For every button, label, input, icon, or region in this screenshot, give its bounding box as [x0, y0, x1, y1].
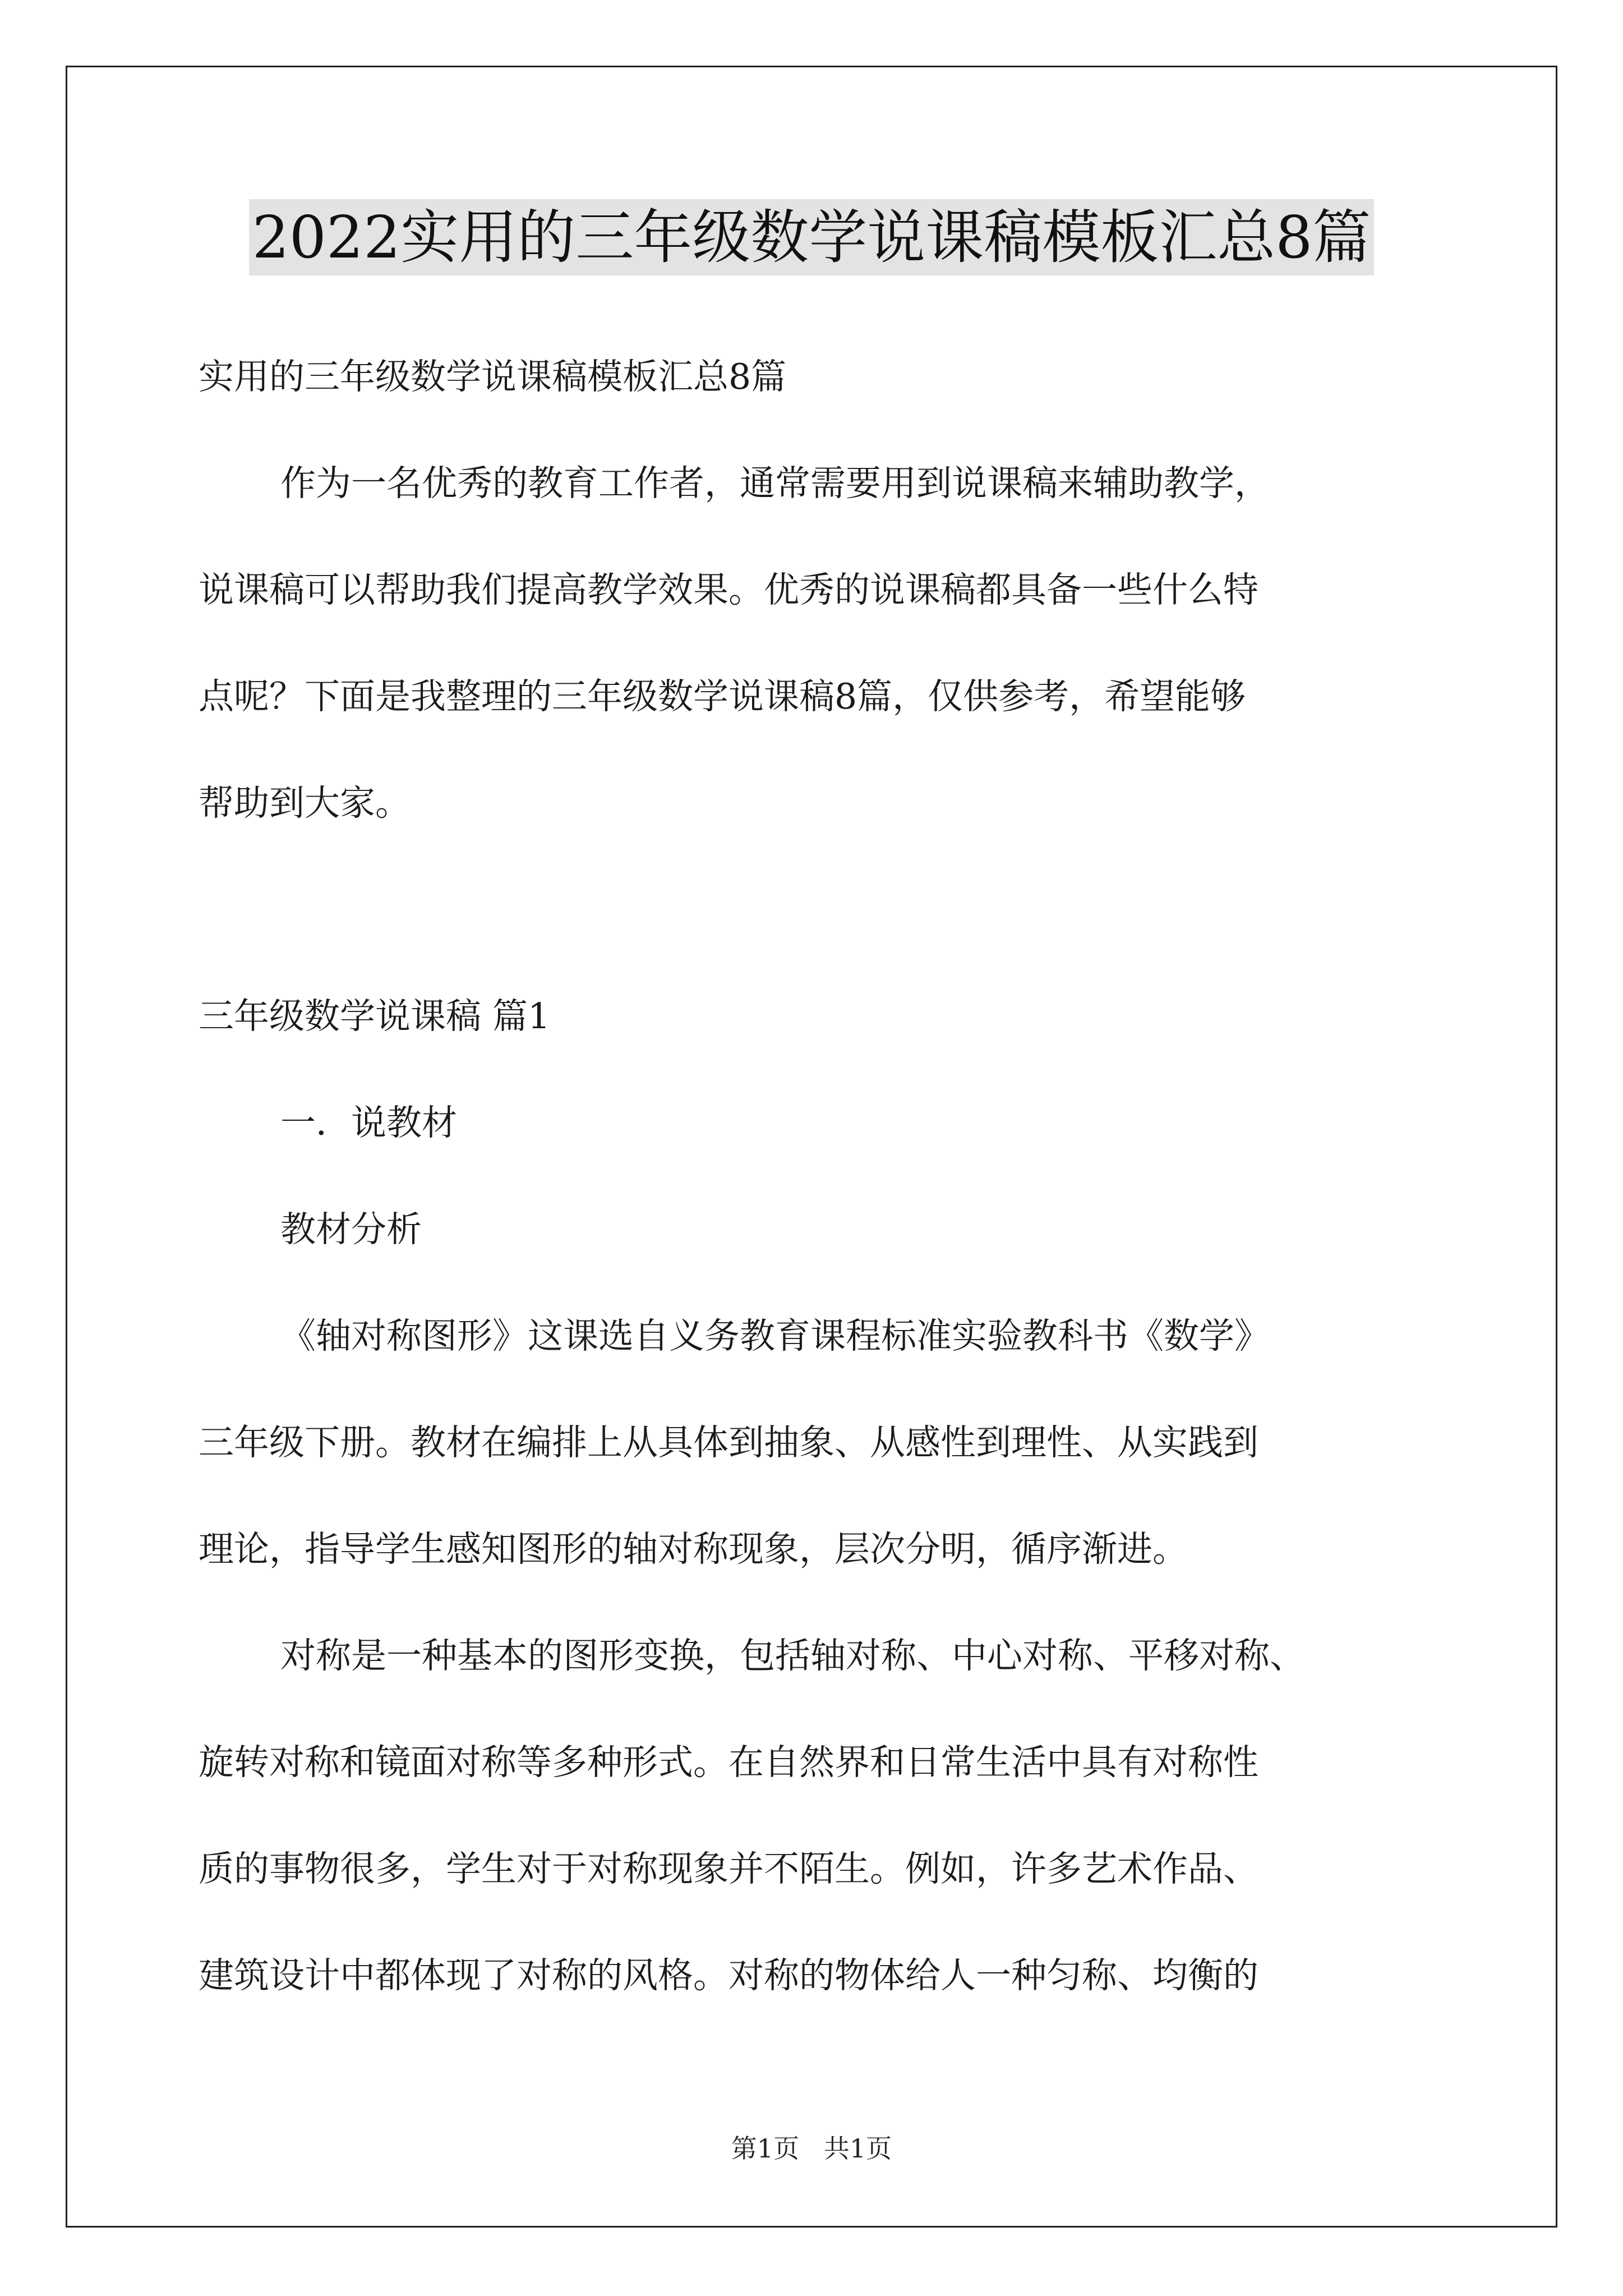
subsection-heading: 一．说教材 — [280, 1102, 457, 1143]
paragraph-line: 作为一名优秀的教育工作者，通常需要用到说课稿来辅助教学， — [280, 463, 1270, 504]
paragraph-line: 旋转对称和镜面对称等多种形式。在自然界和日常生活中具有对称性 — [199, 1742, 1258, 1783]
paragraph-line: 说课稿可以帮助我们提高教学效果。优秀的说课稿都具备一些什么特 — [199, 569, 1258, 610]
paragraph-line: 三年级下册。教材在编排上从具体到抽象、从感性到理性、从实践到 — [199, 1422, 1258, 1463]
paragraph-line: 帮助到大家。 — [199, 783, 411, 823]
page-footer: 第1页 共1页 — [731, 2133, 892, 2164]
section-heading: 三年级数学说课稿 篇1 — [199, 996, 551, 1037]
subtitle-line: 实用的三年级数学说课稿模板汇总8篇 — [199, 356, 787, 397]
paragraph-line: 对称是一种基本的图形变换，包括轴对称、中心对称、平移对称、 — [280, 1635, 1305, 1676]
subsection-heading: 教材分析 — [280, 1209, 422, 1250]
paragraph-line: 理论，指导学生感知图形的轴对称现象，层次分明，循序渐进。 — [199, 1529, 1188, 1570]
paragraph-line: 建筑设计中都体现了对称的风格。对称的物体给人一种匀称、均衡的 — [199, 1955, 1258, 1996]
paragraph-line: 质的事物很多，学生对于对称现象并不陌生。例如，许多艺术作品、 — [199, 1848, 1258, 1889]
paragraph-line: 《轴对称图形》这课选自义务教育课程标准实验教科书《数学》 — [280, 1315, 1270, 1356]
title-container — [0, 199, 1623, 275]
document-title: 2022实用的三年级数学说课稿模板汇总8篇 — [249, 199, 1375, 275]
paragraph-line: 点呢？下面是我整理的三年级数学说课稿8篇，仅供参考，希望能够 — [199, 676, 1246, 717]
